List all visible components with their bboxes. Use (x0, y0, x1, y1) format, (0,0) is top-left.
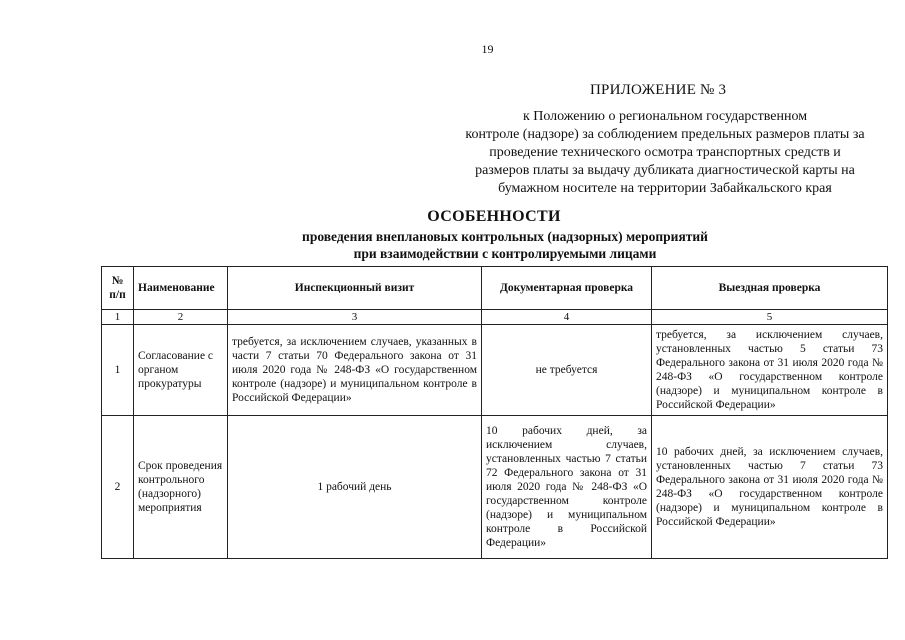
row-onsite: требуется, за исключением случаев, установленных частью 5 статьи 73 Федерального закона от 31 июля 2020 года № 248-ФЗ «О государственном контроле (надзоре) и муниципальном контроле в Российской Федерации» (652, 325, 888, 416)
row-name: Срок проведения контрольного (надзорного) мероприятия (134, 416, 228, 559)
features-table (101, 266, 888, 559)
appendix-title: ПРИЛОЖЕНИЕ № 3 (590, 82, 727, 98)
column-index-row (102, 310, 888, 325)
document-title: ОСОБЕННОСТИ (427, 208, 561, 225)
row-num: 2 (102, 416, 134, 559)
header-num: № п/п (102, 267, 134, 310)
appendix-line: размеров платы за выдачу дубликата диагностической карты на (475, 163, 855, 178)
row-onsite: 10 рабочих дней, за исключением случаев, установленных частью 7 статьи 73 Федерального закона от 31 июля 2020 года № 248-ФЗ «О государственном контроле (надзоре) и муниципальном контроле в Российской Федерации» (652, 416, 888, 559)
subtitle-line: проведения внеплановых контрольных (надзорных) мероприятий (302, 229, 708, 244)
row-inspection: требуется, за исключением случаев, указанных в части 7 статьи 70 Федерального закона от 31 июля 2020 года № 248-ФЗ «О государственном контроле (надзоре) и муниципальном контроле в Российской Федерации» (228, 325, 482, 416)
row-inspection: 1 рабочий день (228, 416, 482, 559)
column-index: 2 (134, 310, 228, 325)
subtitle-line: при взаимодействии с контролируемыми лицами (353, 246, 657, 261)
header-onsite: Выездная проверка (652, 267, 888, 310)
appendix-description (440, 108, 890, 198)
appendix-line: бумажном носителе на территории Забайкальского края (498, 181, 832, 196)
column-index: 3 (228, 310, 482, 325)
table-header-row (102, 267, 888, 310)
row-documentary: не требуется (482, 325, 652, 416)
row-name: Согласование с органом прокуратуры (134, 325, 228, 416)
table-row (102, 416, 888, 559)
appendix-line: к Положению о региональном государственном (522, 109, 808, 124)
page-number: 19 (481, 42, 494, 56)
table-row (102, 325, 888, 416)
appendix-line: проведение технического осмотра транспортных средств и (489, 145, 841, 160)
document-subtitle (0, 228, 905, 262)
column-index: 1 (102, 310, 134, 325)
header-inspection: Инспекционный визит (228, 267, 482, 310)
column-index: 4 (482, 310, 652, 325)
column-index: 5 (652, 310, 888, 325)
row-documentary: 10 рабочих дней, за исключением случаев, установленных частью 7 статьи 72 Федерального закона от 31 июля 2020 года № 248-ФЗ «О государственном контроле (надзоре) и муниципальном контроле в Российской Федерации» (482, 416, 652, 559)
appendix-line: контроле (надзоре) за соблюдением предельных размеров платы за (465, 127, 865, 142)
header-documentary: Документарная проверка (482, 267, 652, 310)
row-num: 1 (102, 325, 134, 416)
header-name: Наименование (134, 267, 228, 310)
